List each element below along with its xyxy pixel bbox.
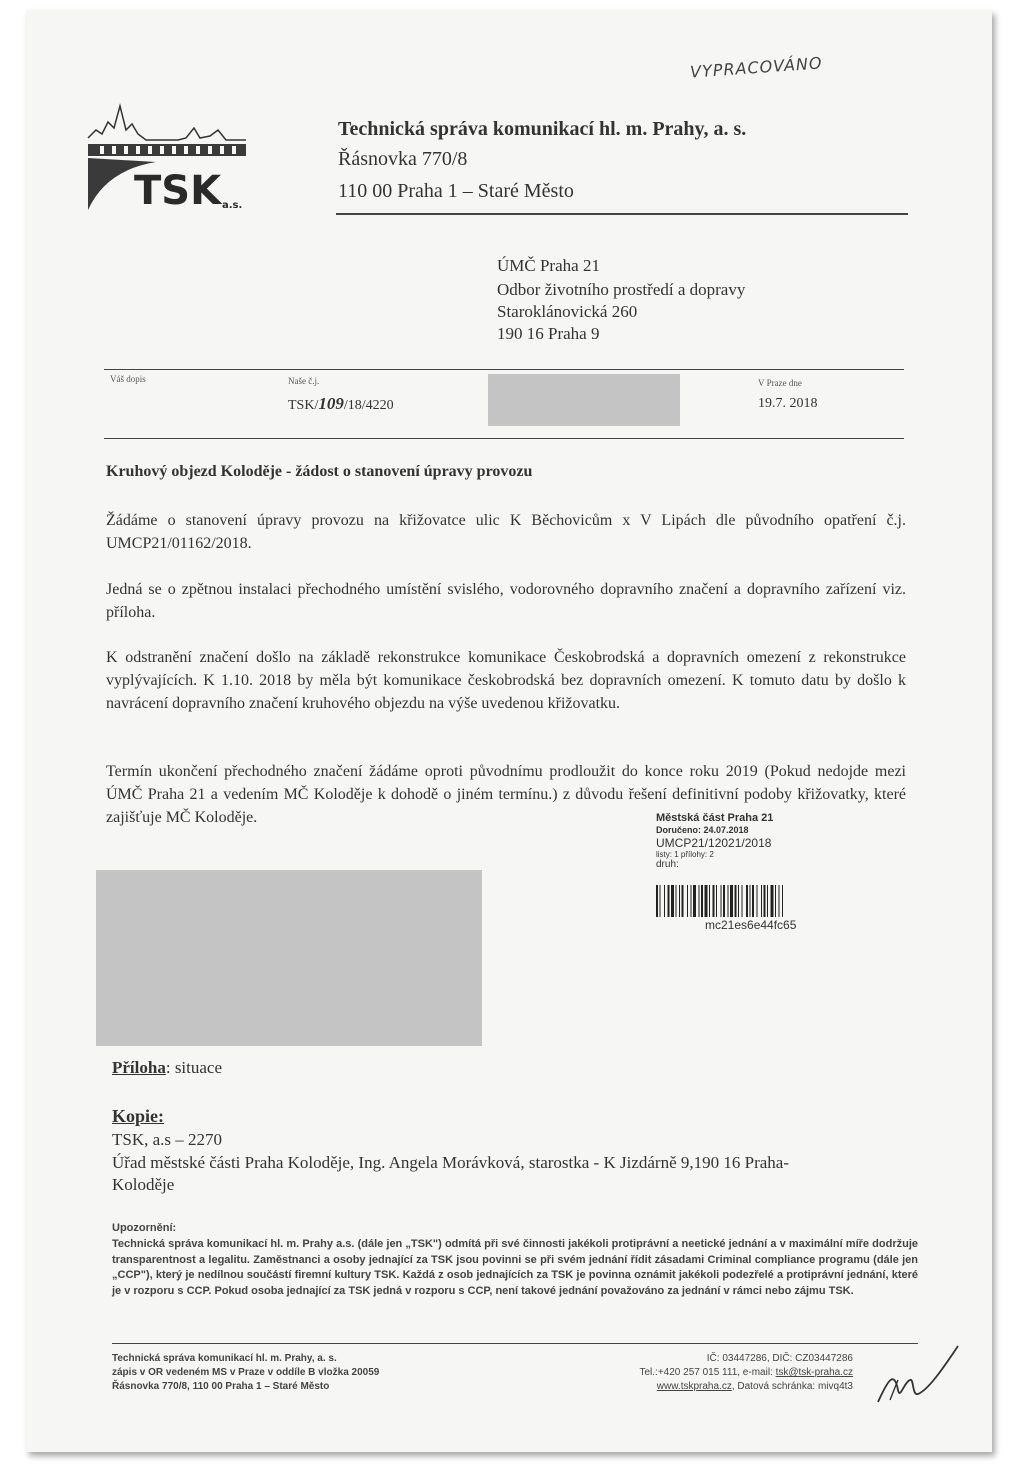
barcode-bar	[735, 885, 737, 917]
footer-web-link[interactable]: www.tskpraha.cz	[656, 1381, 732, 1392]
copies-line: TSK, a.s – 2270	[112, 1130, 223, 1149]
our-ref-value	[288, 394, 394, 414]
ref-rule-top	[104, 369, 904, 370]
footer-ids: IČ: 03447286, DIČ: CZ03447286	[706, 1353, 853, 1364]
our-ref-label: Naše č.j.	[288, 376, 320, 386]
attachment-label: Příloha	[112, 1058, 166, 1077]
stamp-kind: druh:	[656, 859, 679, 870]
barcode-bar	[746, 885, 748, 917]
redacted-signature-block	[96, 870, 482, 1046]
barcode-bar	[730, 885, 733, 917]
attachment-line	[112, 1058, 222, 1078]
barcode-bar	[764, 885, 766, 917]
receipt-stamp	[656, 812, 896, 870]
barcode-bar	[750, 885, 751, 917]
footer-registry: zápis v OR vedeném MS v Praze v oddíle B vložka 20059	[112, 1367, 380, 1378]
barcode-bar	[775, 885, 776, 917]
sender-street: Řásnovka 770/8	[338, 148, 468, 170]
handwritten-note: VYPRACOVÁNO	[689, 53, 824, 82]
header-rule	[336, 213, 908, 215]
barcode-bar	[682, 885, 684, 917]
redacted-block	[488, 374, 680, 426]
footer-web-line	[639, 1380, 853, 1394]
logo-text: TSK	[134, 168, 222, 214]
body-paragraph: Jedná se o zpětnou instalaci přechodného umístění svislého, vodorovného dopravního značení a dopravního zařízení viz. příloha.	[106, 581, 906, 621]
barcode-bar	[705, 885, 708, 917]
barcode-bar	[709, 885, 710, 917]
copies-line: Koloděje	[112, 1175, 175, 1194]
barcode-bar	[779, 885, 780, 917]
barcode-bar	[664, 885, 665, 917]
body-paragraph: Žádáme o stanovení úpravy provozu na křižovatce ulic K Běchovicům x V Lipách dle původního opatření č.j. UMCP21/01162/2018.	[106, 512, 906, 552]
footer-data-box: , Datová schránka: mivq4t3	[731, 1381, 853, 1392]
notice-text: Technická správa komunikací hl. m. Prahy a.s. (dále jen „TSK") odmítá při své činnosti jakékoli protiprávní a neetické jednání a v maximální míře dodržuje transparentnost a legalitu. Zaměstnanci a osoby jednající za TSK jsou povinni se při svém jednání řídit zásadami Criminal compliance programu (dále jen „CCP"), který je nedílnou součástí firemní kultury TSK. Každá z osob jednajících za TSK je povinna oznámit jakékoli podezřelé a protiprávní jednání, které je v rozporu s CCP. Pokud osoba jednající za TSK jedná v rozporu s CCP, není takové jednání považováno za jednání v rámci nebo zájmu TSK.	[112, 1238, 918, 1297]
stamp-sheets: listy: 1 přílohy: 2	[656, 850, 714, 859]
footer-left	[112, 1352, 379, 1394]
barcode-bar	[752, 885, 754, 917]
our-ref-prefix: TSK/	[288, 398, 319, 413]
copies-heading: Kopie:	[112, 1106, 164, 1126]
barcode-bar	[728, 885, 729, 917]
footer-contact	[639, 1366, 853, 1380]
stamp-delivered: Doručeno: 24.07.2018	[656, 825, 749, 835]
letter-date: 19.7. 2018	[758, 396, 818, 411]
barcode-bar	[716, 885, 717, 917]
recipient-line-2: Odbor životního prostředí a dopravy	[497, 280, 746, 299]
barcode-bar	[691, 885, 692, 917]
barcode	[656, 885, 888, 917]
barcode-bar	[761, 885, 762, 917]
body-paragraph: Termín ukončení přechodného značení žádáme oproti původnímu prodloužit do konce roku 2019 (Pokud nedojde mezi ÚMČ Praha 21 a vedením MČ Koloděje k dohodě o jiném termínu.) z důvodu řešení definitivní podoby křižovatky, které zajišťuje MČ Koloděje.	[106, 763, 906, 826]
stamp-office: Městská část Praha 21	[656, 812, 774, 824]
your-letter-label: Váš dopis	[110, 374, 146, 384]
footer-rule	[112, 1343, 918, 1344]
footer-right	[639, 1352, 853, 1394]
barcode-bar	[767, 885, 768, 917]
footer-email-link[interactable]: tsk@tsk-praha.cz	[775, 1367, 853, 1378]
barcode-bar	[693, 885, 696, 917]
barcode-bar	[713, 885, 715, 917]
tsk-logo	[86, 100, 251, 215]
recipient-line-3: Staroklánovická 260	[497, 302, 638, 321]
letter-page	[26, 10, 992, 1452]
our-ref-suffix: /18/4220	[343, 398, 394, 413]
signature-scribble	[868, 1340, 968, 1410]
recipient-line-4: 190 16 Praha 9	[497, 324, 600, 343]
copies-line: Úřad městské části Praha Koloděje, Ing. Angela Morávková, starostka - K Jizdárně 9,190 16 Praha-	[112, 1153, 789, 1172]
footer-company: Technická správa komunikací hl. m. Prahy, a. s.	[112, 1353, 337, 1364]
stamp-number: UMCP21/12021/2018	[656, 836, 772, 850]
barcode-bar	[723, 885, 725, 917]
barcode-bar	[671, 885, 674, 917]
notice-heading: Upozornění:	[112, 1222, 177, 1234]
sender-city: 110 00 Praha 1 – Staré Město	[338, 180, 574, 202]
barcode-bar	[782, 885, 783, 917]
barcode-bar	[660, 885, 661, 917]
barcode-bar	[738, 885, 739, 917]
barcode-bar	[699, 885, 700, 917]
logo-suffix: a.s.	[222, 200, 243, 211]
barcode-bar	[757, 885, 758, 917]
our-ref-handwritten: 109	[318, 394, 344, 413]
barcode-bar	[701, 885, 703, 917]
sender-name: Technická správa komunikací hl. m. Prahy, a. s.	[338, 118, 747, 140]
barcode-bar	[771, 885, 774, 917]
barcode-bar	[721, 885, 722, 917]
attachment-value: : situace	[165, 1058, 223, 1077]
date-label: V Praze dne	[758, 378, 802, 388]
barcode-bar	[656, 885, 658, 917]
footer-phone: Tel.:+420 257 015 111, e-mail:	[639, 1367, 776, 1378]
barcode-bar	[668, 885, 670, 917]
ref-rule-bottom	[104, 438, 904, 439]
barcode-bar	[742, 885, 743, 917]
barcode-bar	[679, 885, 680, 917]
recipient-line-1: ÚMČ Praha 21	[497, 256, 600, 275]
barcode-text: mc21es6e44fc65	[705, 918, 797, 932]
barcode-bar	[676, 885, 677, 917]
footer-address: Řásnovka 770/8, 110 00 Praha 1 – Staré Město	[112, 1381, 330, 1392]
letter-subject: Kruhový objezd Koloděje - žádost o stanovení úpravy provozu	[106, 463, 533, 480]
barcode-bar	[687, 885, 688, 917]
body-paragraph: K odstranění značení došlo na základě rekonstrukce komunikace Českobrodská a dopravních omezení z rekonstrukce vyplývajících. K 1.10. 2018 by měla být komunikace českobrodská bez dopravních omezení. K tomuto datu by došlo k navrácení dopravního značení kruhového objezdu na výše uvedenou křižovatku.	[106, 649, 906, 712]
